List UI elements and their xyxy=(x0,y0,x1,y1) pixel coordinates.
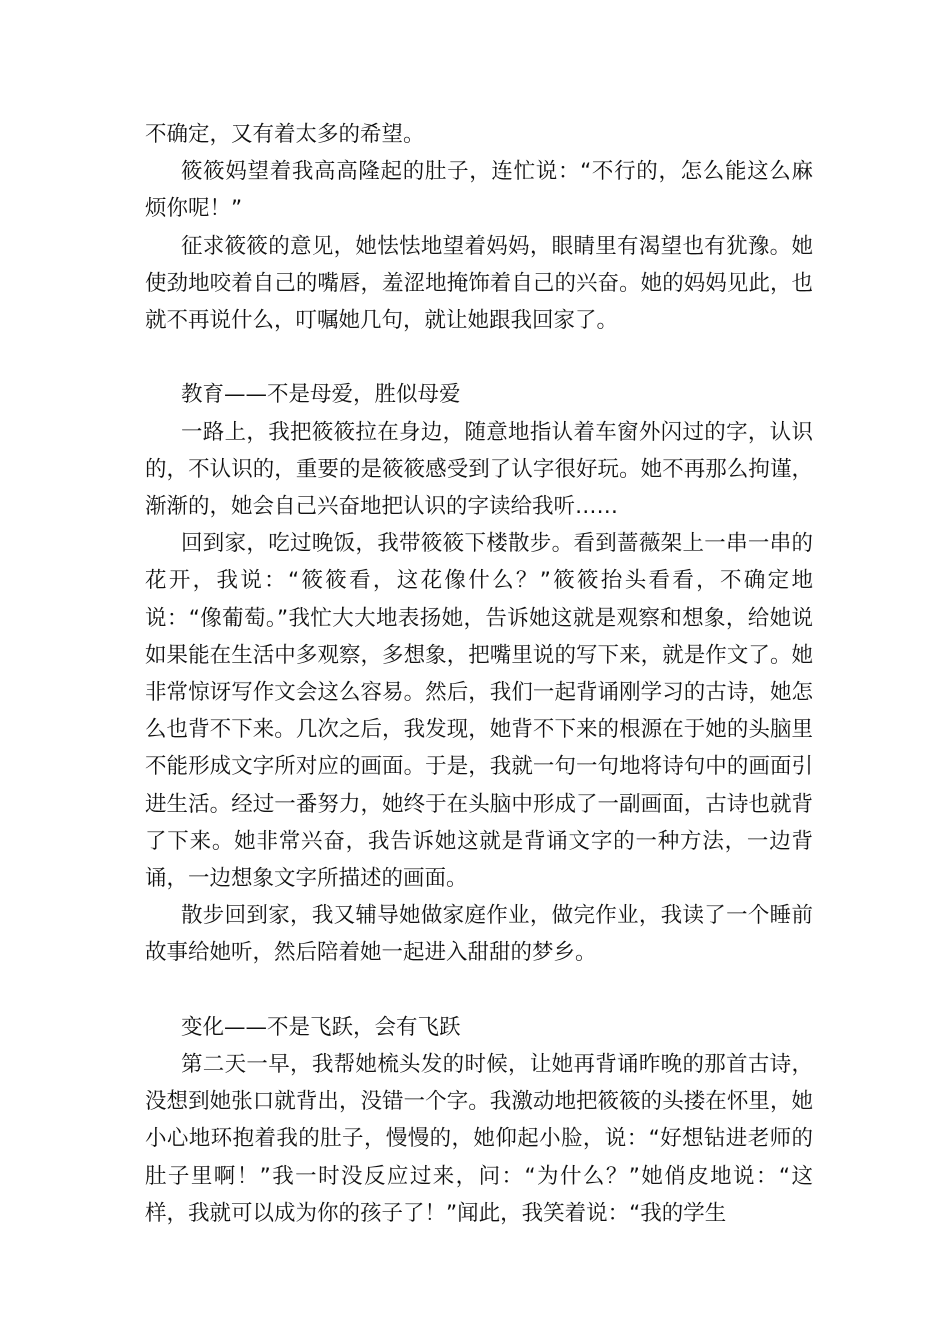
paragraph-continuation: 不确定，又有着太多的希望。 xyxy=(145,122,425,147)
paragraph: 散步回到家，我又辅导她做家庭作业，做完作业，我读了一个睡前故事给她听，然后陪着她一起进入甜甜的梦乡。 xyxy=(145,903,813,966)
paragraph: 筱筱妈望着我高高隆起的肚子，连忙说：“不行的，怎么能这么麻烦你呢！” xyxy=(145,159,813,222)
section-heading: 变化——不是飞跃，会有飞跃 xyxy=(181,1014,461,1040)
section-gap xyxy=(145,972,813,1009)
document-page xyxy=(145,116,813,1232)
paragraph: 一路上，我把筱筱拉在身边，随意地指认着车窗外闪过的字，认识的，不认识的，重要的是筱筱感受到了认字很好玩。她不再那么拘谨，渐渐的，她会自己兴奋地把认识的字读给我听…… xyxy=(145,419,813,520)
section-gap xyxy=(145,339,813,376)
paragraph: 第二天一早，我帮她梳头发的时候，让她再背诵昨晚的那首古诗，没想到她张口就背出，没错一个字。我激动地把筱筱的头搂在怀里，她小心地环抱着我的肚子，慢慢的，她仰起小脸，说：“好想钻进老师的肚子里啊！”我一时没反应过来，问：“为什么？”她俏皮地说：“这样，我就可以成为你的孩子了！”闻此，我笑着说：“我的学生 xyxy=(145,1052,813,1226)
section-heading: 教育——不是母爱，胜似母爱 xyxy=(181,382,461,408)
paragraph: 回到家，吃过晚饭，我带筱筱下楼散步。看到蔷薇架上一串一串的花开，我说：“筱筱看，这花像什么？”筱筱抬头看看，不确定地说：“像葡萄。”我忙大大地表扬她，告诉她这就是观察和想象，给她说如果能在生活中多观察，多想象，把嘴里说的写下来，就是作文了。她非常惊讶写作文会这么容易。然后，我们一起背诵刚学习的古诗，她怎么也背不下来。几次之后，我发现，她背不下来的根源在于她的头脑里不能形成文字所对应的画面。于是，我就一句一句地将诗句中的画面引进生活。经过一番努力，她终于在头脑中形成了一副画面，古诗也就背了下来。她非常兴奋，我告诉她这就是背诵文字的一种方法，一边背诵，一边想象文字所描述的画面。 xyxy=(145,531,813,892)
paragraph: 征求筱筱的意见，她怯怯地望着妈妈，眼睛里有渴望也有犹豫。她使劲地咬着自己的嘴唇，羞涩地掩饰着自己的兴奋。她的妈妈见此，也就不再说什么，叮嘱她几句，就让她跟我回家了。 xyxy=(145,233,813,334)
